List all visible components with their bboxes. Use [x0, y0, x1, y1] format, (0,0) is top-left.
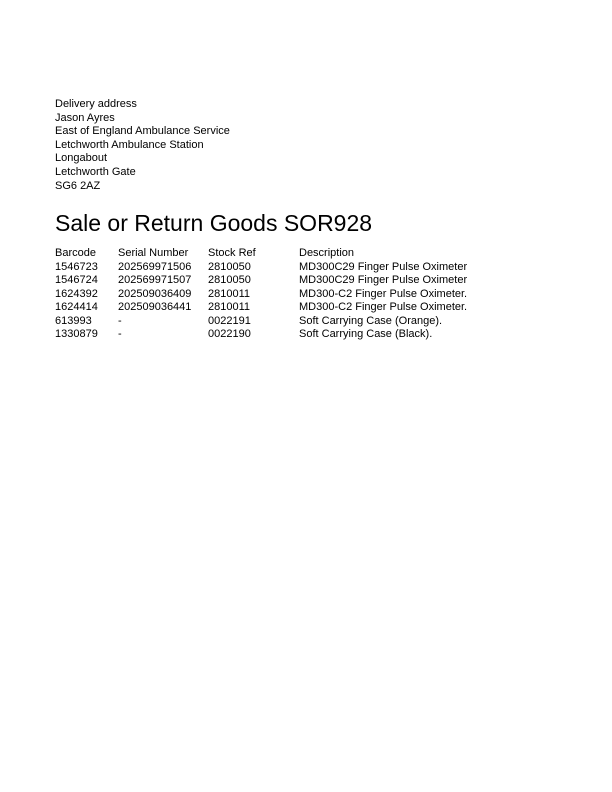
cell-description: Soft Carrying Case (Orange). [299, 314, 443, 327]
cell-serial-number: 202509036409 [118, 287, 192, 300]
cell-barcode: 1624392 [55, 287, 98, 300]
cell-barcode: 1330879 [55, 328, 98, 340]
cell-serial-number: 202569971506 [118, 260, 192, 273]
cell-serial-number: - [118, 328, 122, 340]
column-header-stock-ref: Stock Ref [208, 247, 256, 259]
cell-stock-ref: 2810011 [208, 301, 251, 313]
cell-description: MD300C29 Finger Pulse Oximeter [299, 260, 468, 273]
goods-table [55, 247, 499, 342]
cell-stock-ref: 2810050 [208, 274, 251, 286]
cell-description: MD300C29 Finger Pulse Oximeter [299, 274, 468, 286]
cell-stock-ref: 0022190 [208, 328, 251, 340]
table-row [55, 301, 499, 315]
cell-stock-ref: 0022191 [208, 314, 251, 327]
table-row [55, 328, 499, 342]
table-row [55, 288, 499, 302]
delivery-station: Letchworth Ambulance Station [55, 138, 204, 151]
column-header-barcode: Barcode [55, 247, 96, 259]
cell-stock-ref: 2810050 [208, 260, 251, 273]
column-header-serial-number: Serial Number [118, 247, 189, 259]
table-row [55, 261, 499, 275]
delivery-street: Longabout [55, 152, 107, 165]
delivery-organisation: East of England Ambulance Service [55, 125, 230, 138]
cell-serial-number: 202509036441 [118, 301, 192, 313]
cell-barcode: 1546724 [55, 274, 98, 286]
cell-serial-number: 202569971507 [118, 274, 192, 286]
document-title: Sale or Return Goods SOR928 [55, 210, 373, 236]
cell-stock-ref: 2810011 [208, 287, 251, 300]
table-row [55, 315, 499, 329]
delivery-name: Jason Ayres [55, 111, 115, 124]
delivery-town: Letchworth Gate [55, 165, 136, 178]
column-header-description: Description [299, 247, 355, 259]
cell-description: Soft Carrying Case (Black). [299, 328, 433, 340]
cell-description: MD300-C2 Finger Pulse Oximeter. [299, 287, 468, 300]
delivery-postcode: SG6 2AZ [55, 179, 101, 192]
table-header-row [55, 247, 499, 261]
delivery-address-block [55, 98, 230, 193]
table-row [55, 274, 499, 288]
cell-serial-number: - [118, 314, 122, 327]
delivery-address-heading: Delivery address [55, 98, 137, 110]
cell-barcode: 613993 [55, 314, 92, 327]
cell-description: MD300-C2 Finger Pulse Oximeter. [299, 301, 468, 313]
cell-barcode: 1546723 [55, 260, 98, 273]
cell-barcode: 1624414 [55, 301, 98, 313]
